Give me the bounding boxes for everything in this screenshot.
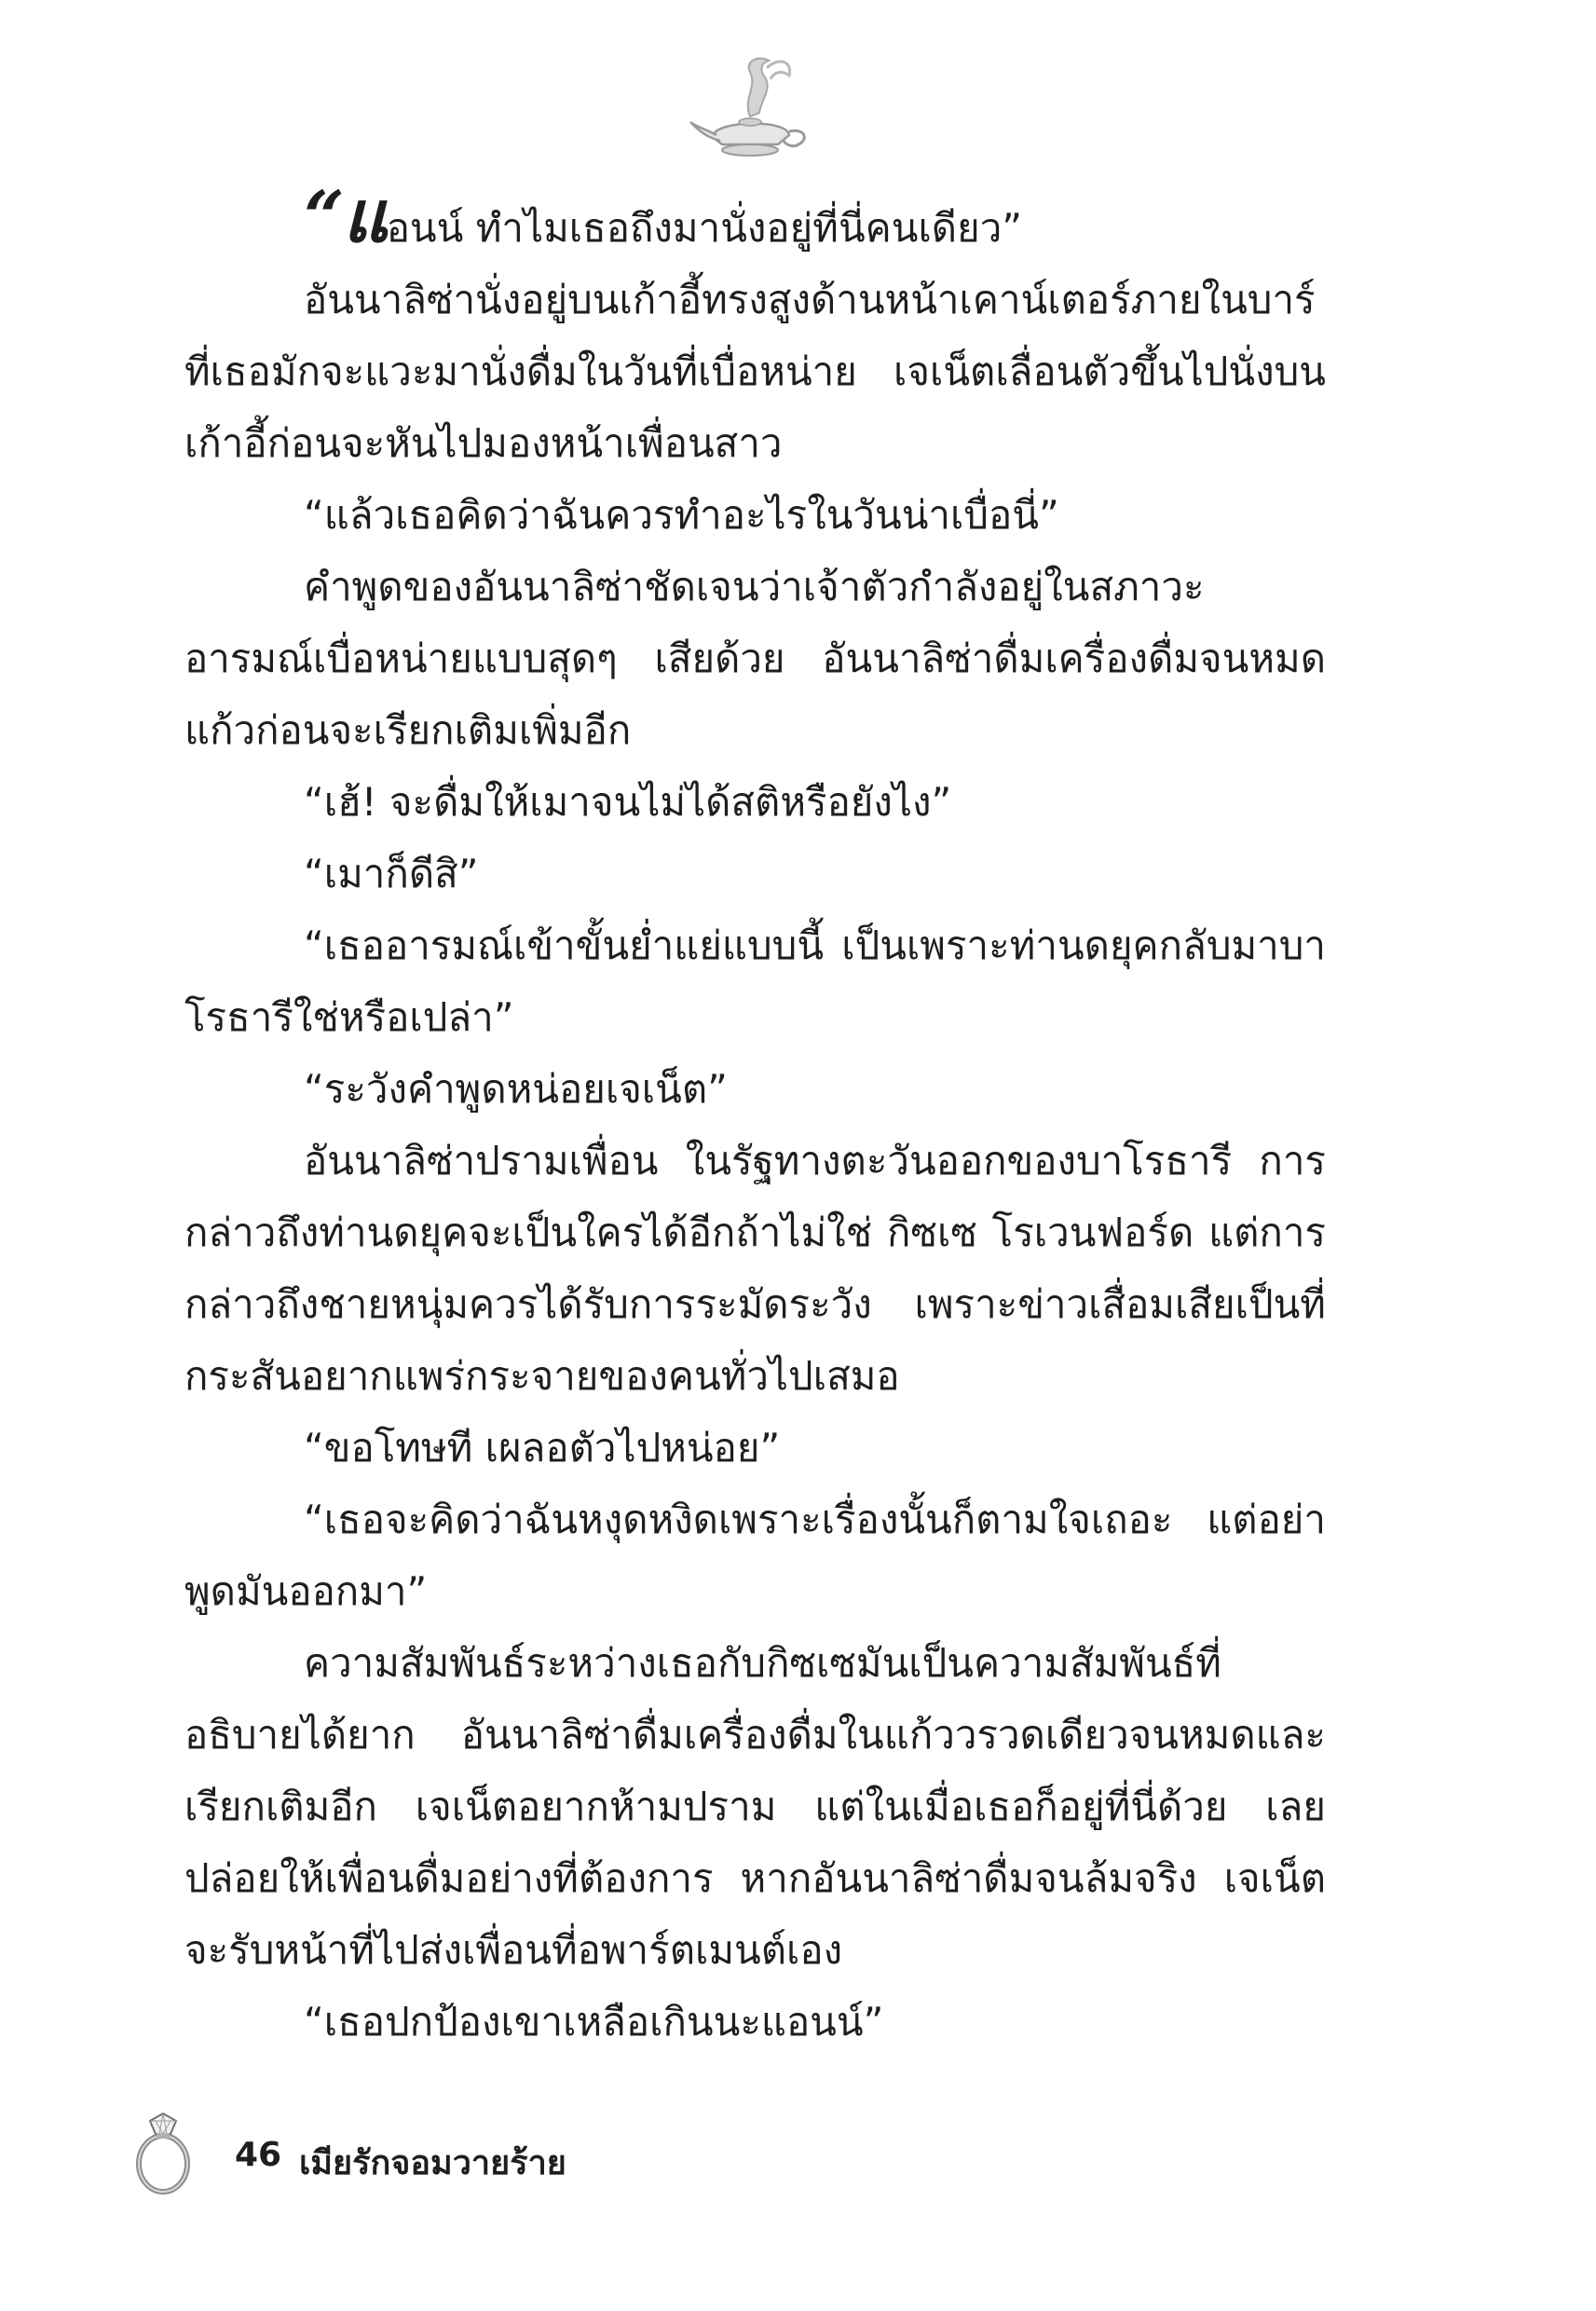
paragraph-3: “แล้วเธอคิดว่าฉันควรทำอะไรในวันน่าเบื่อนี่”: [304, 492, 1059, 538]
page-number: 46: [235, 2136, 282, 2174]
paragraph-text: อนน์ ทำไมเธอถึงมานั่งอยู่ที่นี่คนเดียว”: [386, 205, 1023, 251]
book-title: เมียรักจอมวายร้าย: [299, 2144, 566, 2182]
paragraph-8: “ระวังคำพูดหน่อยเจเน็ต”: [304, 1066, 728, 1112]
paragraph-10: “ขอโทษที เผลอตัวไปหน่อย”: [304, 1425, 781, 1470]
paragraph-12: ความสัมพันธ์ระหว่างเธอกับกิซเซมันเป็นความสัมพันธ์ที่อธิบายได้ยาก อันนาลิซ่าดื่มเครื่องดื่มในแก้ววรวดเดียวจนหมดและเรียกเติมอีก เจเน็ตอยากห้ามปราม แต่ในเมื่อเธอก็อยู่ที่นี่ด้วย เลยปล่อยให้เพื่อนดื่มอย่างที่ต้องการ หากอันนาลิซ่าดื่มจนล้มจริง เจเน็ตจะรับหน้าที่ไปส่งเพื่อนที่อพาร์ตเมนต์เอง: [184, 1640, 1326, 1973]
genie-lamp-icon: [685, 51, 815, 163]
paragraph-2: อันนาลิซ่านั่งอยู่บนเก้าอี้ทรงสูงด้านหน้าเคาน์เตอร์ภายในบาร์ที่เธอมักจะแวะมานั่งดื่มในวันที่เบื่อหน่าย เจเน็ตเลื่อนตัวขึ้นไปนั่งบนเก้าอี้ก่อนจะหันไปมองหน้าเพื่อนสาว: [184, 277, 1326, 466]
paragraph-9: อันนาลิซ่าปรามเพื่อน ในรัฐทางตะวันออกของบาโรธารี การกล่าวถึงท่านดยุคจะเป็นใครได้อีกถ้าไม่ใช่ กิซเซ โรเวนฟอร์ด แต่การกล่าวถึงชายหนุ่มควรได้รับการระมัดระวัง เพราะข่าวเสื่อมเสียเป็นที่กระสันอยากแพร่กระจายของคนทั่วไปเสมอ: [184, 1138, 1326, 1399]
paragraph-4: คำพูดของอันนาลิซ่าชัดเจนว่าเจ้าตัวกำลังอยู่ในสภาวะอารมณ์เบื่อหน่ายแบบสุดๆ เสียด้วย อันนาลิซ่าดื่มเครื่องดื่มจนหมดแก้วก่อนจะเรียกเติมเพิ่มอีก: [184, 564, 1326, 753]
paragraph-7: “เธออารมณ์เข้าขั้นย่ำแย่แบบนี้ เป็นเพราะท่านดยุคกลับมาบาโรธารีใช่หรือเปล่า”: [184, 923, 1326, 1040]
page-footer: [126, 2108, 871, 2197]
paragraph-11: “เธอจะคิดว่าฉันหงุดหงิดเพราะเรื่องนั้นก็ตามใจเถอะ แต่อย่าพูดมันออกมา”: [184, 1497, 1326, 1614]
paragraph-1: [184, 175, 1326, 264]
text-body: [184, 175, 1326, 2058]
drop-cap: “แ: [304, 175, 387, 258]
paragraph-5: “เฮ้! จะดื่มให้เมาจนไม่ได้สติหรือยังไง”: [304, 779, 952, 825]
paragraph-13: “เธอปกป้องเขาเหลือเกินนะแอนน์”: [304, 1999, 884, 2044]
paragraph-6: “เมาก็ดีสิ”: [304, 851, 479, 896]
diamond-ring-icon: [126, 2108, 198, 2197]
